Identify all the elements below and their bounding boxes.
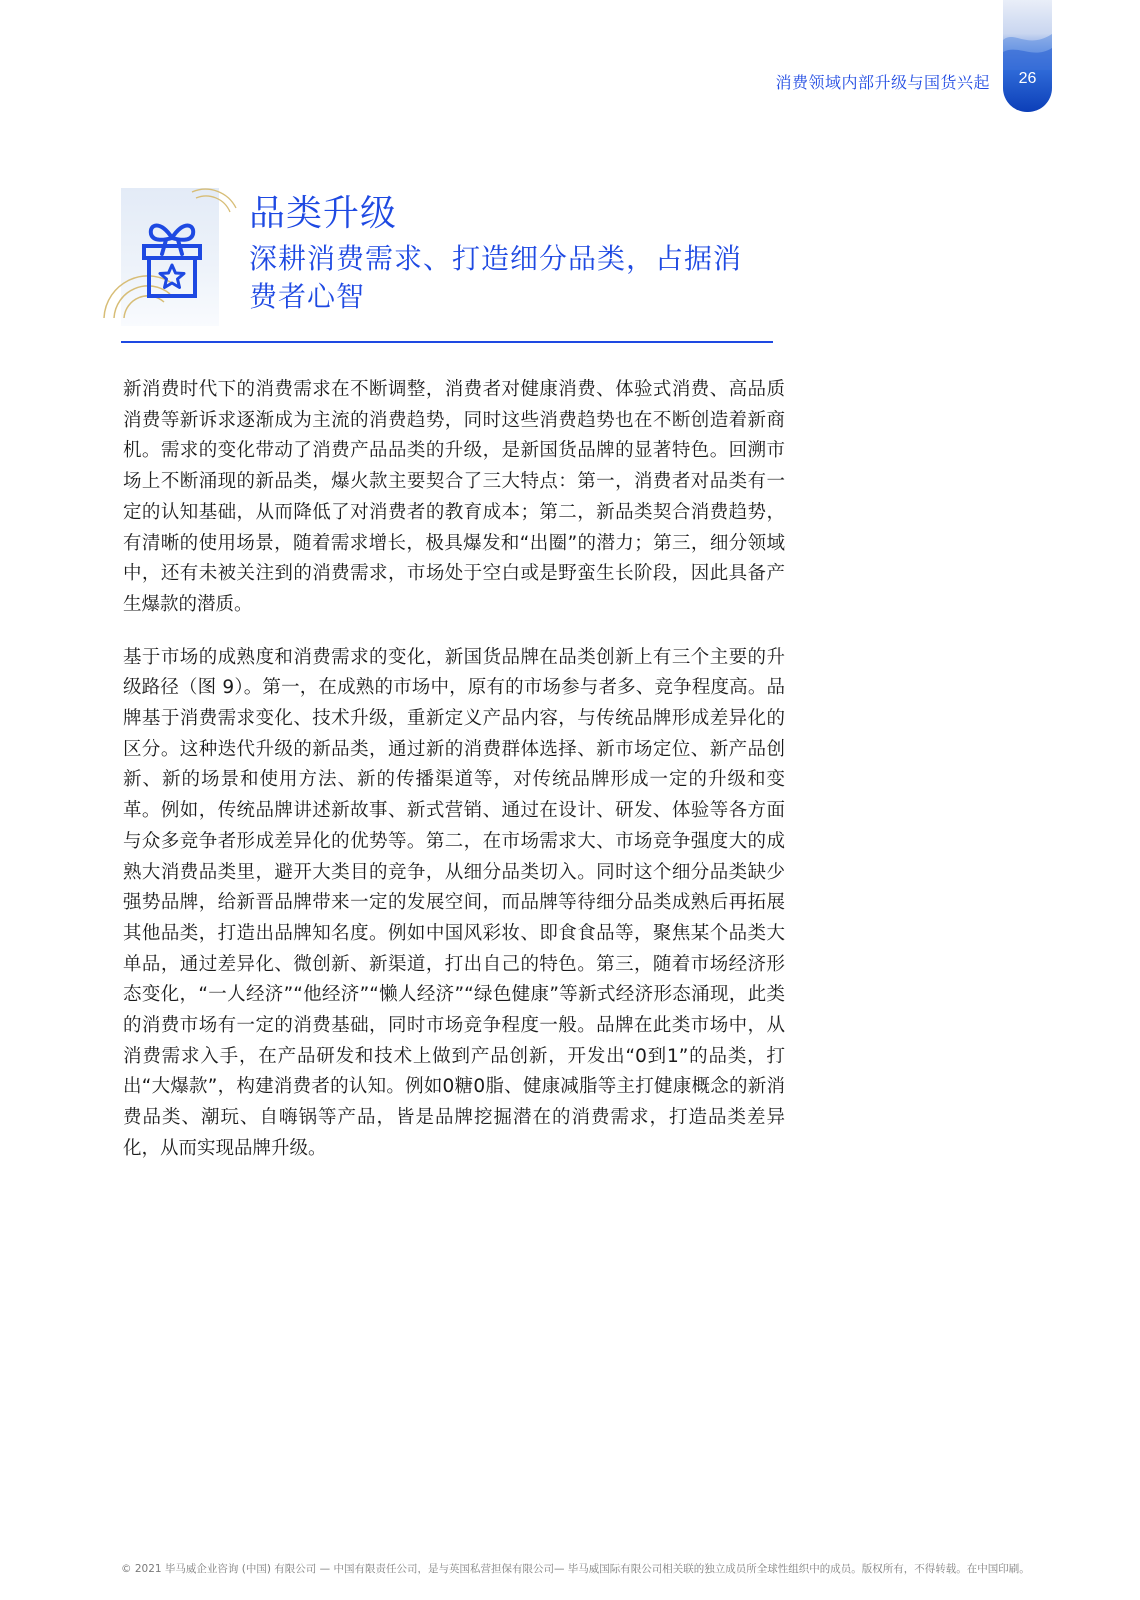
running-header-title: 消费领域内部升级与国货兴起 [775,73,990,92]
body-paragraph: 基于市场的成熟度和消费需求的变化，新国货品牌在品类创新上有三个主要的升级路径（图 9）。第一，在成熟的市场中，原有的市场参与者多、竞争程度高。品牌基于消费需求变化、技术升级，重新定义产品内容，与传统品牌形成差异化的区分。这种迭代升级的新品类，通过新的消费群体选择、新市场定位、新产品创新、新的场景和使用方法、新的传播渠道等，对传统品牌形成一定的升级和变革。例如，传统品牌讲述新故事、新式营销、通过在设计、研发、体验等各方面与众多竞争者形成差异化的优势等。第二，在市场需求大、市场竞争强度大的成熟大消费品类里，避开大类目的竞争，从细分品类切入。同时这个细分品类缺少强势品牌，给新晋品牌带来一定的发展空间，而品牌等待细分品类成熟后再拓展其他品类，打造出品牌知名度。例如中国风彩妆、即食食品等，聚焦某个品类大单品，通过差异化、微创新、新渠道，打出自己的特色。第三，随着市场经济形态变化，“一人经济”“他经济”“懒人经济”“绿色健康”等新式经济形态涌现，此类的消费市场有一定的消费基础，同时市场竞争程度一般。品牌在此类市场中，从消费需求入手，在产品研发和技术上做到产品创新，开发出“0到1”的品类，打出“大爆款”，构建消费者的认知。例如0糖0脂、健康减脂等主打健康概念的新消费品类、潮玩、自嗨锅等产品，皆是品牌挖掘潜在的消费需求，打造品类差异化，从而实现品牌升级。 [123,646,785,1159]
page-number-tab [1003,0,1052,112]
tab-wave-decoration [1003,0,1052,70]
footer-copyright: © 2021 毕马威企业咨询 (中国) 有限公司 — 中国有限责任公司，是与英国私营担保有限公司— 毕马威国际有限公司相关联的独立成员所全球性组织中的成员。版权所有，不得转载。在中国印刷。 [121,1563,1030,1575]
gift-star-icon [141,210,203,302]
page-number: 26 [1018,70,1037,87]
section-subtitle: 深耕消费需求、打造细分品类，占据消费者心智 [249,242,743,313]
body-text [123,375,785,1187]
section-title: 品类升级 [249,193,398,234]
title-divider [121,341,773,343]
body-paragraph: 新消费时代下的消费需求在不断调整，消费者对健康消费、体验式消费、高品质消费等新诉求逐渐成为主流的消费趋势，同时这些消费趋势也在不断创造着新商机。需求的变化带动了消费产品品类的升级，是新国货品牌的显著特色。回溯市场上不断涌现的新品类，爆火款主要契合了三大特点：第一，消费者对品类有一定的认知基础，从而降低了对消费者的教育成本；第二，新品类契合消费趋势，有清晰的使用场景，随着需求增长，极具爆发和“出圈”的潜力；第三，细分领域中，还有未被关注到的消费需求，市场处于空白或是野蛮生长阶段，因此具备产生爆款的潜质。 [123,379,785,615]
